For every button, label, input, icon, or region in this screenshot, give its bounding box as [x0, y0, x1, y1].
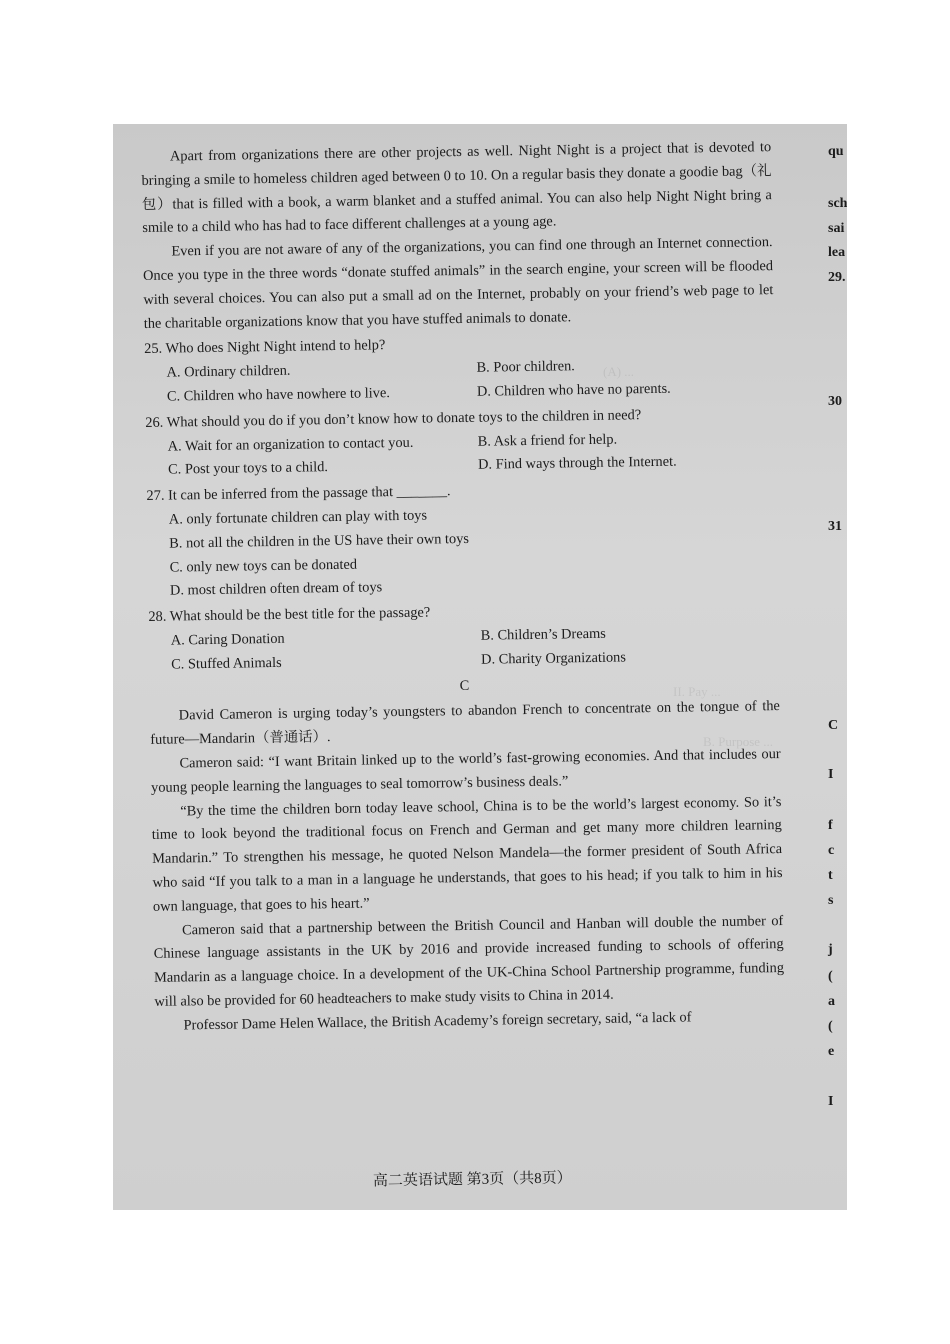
edge-fragment: ( [828, 1019, 833, 1034]
edge-fragment: C [828, 718, 839, 733]
passage-paragraph: Cameron said that a partnership between the British Council and Hanban will double the number of Chinese language assistants in the UK by 2016 and provide increased funding to schools of offering Mandarin as a language choice. In a development of the UK-China School Partnership programme, funding will also be provided for 60 headteachers to make study visits to China in 2014. [153, 912, 785, 1010]
option-c: C. Children who have nowhere to live. [166, 385, 391, 405]
option-d: D. Find ways through the Internet. [477, 453, 677, 474]
passage-paragraph: Apart from organizations there are other projects as well. Night Night is a project that is devoted to bringing a smile to homeless children aged between 0 to 10. On a regular basis they donate a goodie bag（礼包）that is filled with a book, a warm blanket and a stuffed animal. You can also help Night Night bring a smile to a child who has had to face different challenges at a young age. [141, 139, 772, 237]
edge-fragment: ( [828, 969, 833, 984]
option-b: B. Children’s Dreams [480, 625, 606, 644]
question-stem: 26. What should you do if you don’t know how to donate toys to the children in need? [145, 406, 642, 431]
section-label: C [459, 677, 470, 694]
page-footer: 高二英语试题 第3页（共8页） [372, 1170, 572, 1190]
question-26 [145, 402, 776, 483]
question-options [166, 352, 775, 409]
option-d: D. most children often dream of toys [169, 579, 383, 599]
edge-fragment: 31 [828, 519, 842, 534]
question-stem: 28. What should be the best title for the passage? [148, 604, 431, 626]
option-b: B. not all the children in the US have their own toys [169, 530, 470, 552]
question-options [171, 620, 780, 677]
edge-fragment: t [828, 868, 833, 883]
edge-fragment: f [828, 818, 833, 833]
question-25 [144, 328, 775, 409]
edge-fragment: sch [828, 196, 847, 211]
edge-fragment: sai [828, 221, 845, 236]
edge-fragment: 30 [828, 394, 842, 409]
option-c: C. Stuffed Animals [171, 654, 282, 673]
option-c: C. Post your toys to a child. [167, 459, 329, 478]
passage-b-tail [141, 136, 774, 336]
question-options [168, 426, 777, 483]
option-a: A. Ordinary children. [166, 362, 291, 381]
option-a: A. only fortunate children can play with toys [168, 507, 428, 528]
passage-paragraph: Professor Dame Helen Wallace, the British Academy’s foreign secretary, said, “a lack of [183, 1009, 692, 1034]
main-page-column [141, 136, 787, 1196]
edge-fragment: j [828, 942, 833, 957]
option-a: A. Wait for an organization to contact you. [167, 434, 414, 455]
option-d: D. Charity Organizations [480, 649, 627, 668]
scanned-exam-page: (A) ... II. Pay ... B. Purpose ... Apart from organizations there are other projects as well. Night Night is a project that is devoted to bringing a smile to homeless children aged between 0 to 10. On a regular basis they donate a goodie bag（礼包）that is filled with a book, a warm blanket and a stuffed animal. You can also help Night Night bring a smile to a child who has had to face different challenges at a young age. Even if you are not aware of any of the organizations, you can find one through an Internet connection. Once you type in the three words “donate stuffed animals” in the search engine, your screen will be flooded with several choices. You can also put a small ad on the Internet, probably on your friend’s web page to let the charitable organizations know that you have stuffed animals to donate. 25. Who does Night Night intend to help? A. Ordinary children. B. Poor children. C. Children who have nowhere to live. D. Children who have no parents. 26. What should you do if you don’t know how to donate toys to the children in need? A. Wait for an organization to contact you. B. Ask a friend for help. C. Post your toys to a child. D. Find ways through the Internet. 27. It can be inferred from the passage that _______. A. only fortunate children can play with toys B. not all the children in the US have their own toys C. only new toys can be donated D. most children often dream of toys 28. What should be the best title for the passage? A. Caring Donation B. Children’s Dreams C. Stuffed Animals D. Charity Organizations C David Cameron is urging today’s youngsters to abandon French to concentrate on the tongue of the future—Mandarin（普通话）. Cameron said: “I want Britain linked up to the world’s fast-growing economies. And that includes our young people learning the languages to seal tomorrow’s business deals.” “By the time the children born today leave school, China is to be the world’s largest economy. So it’s time to look beyond the traditional focus on French and German and get many more children learning Mandarin.” To strengthen his message, he quoted Nelson Mandela—the former president of South Africa who said “If you talk to a man in a language he understands, that goes to his head; if you talk to him in his own language, that goes to his heart.” Cameron said that a partnership between the British Council and Hanban will double the number of Chinese language assistants in the UK by 2016 and provide increased funding to schools of offering Mandarin as a language choice. In a development of the UK-China School Partnership programme, funding will also be provided for 60 headteachers to make study visits to China in 2014. Professor Dame Helen Wallace, the British Academy’s foreign secretary, said, “a lack of 高二英语试题 第3页（共8页） qu sch sai lea 29. 30 31 C I f c t s j ( a ( e I [113, 124, 847, 1210]
adjacent-page-edge [828, 124, 847, 1210]
edge-fragment: a [828, 994, 835, 1009]
question-stem: 27. It can be inferred from the passage that _______. [146, 483, 451, 505]
option-b: B. Ask a friend for help. [477, 431, 618, 450]
passage-paragraph: Even if you are not aware of any of the organizations, you can find one through an Internet connection. Once you type in the three words “donate stuffed animals” in the search engine, your screen will be flooded with several choices. You can also put a small ad on the Internet, probably on your friend’s web page to let the charitable organizations know that you have stuffed animals to donate. [142, 234, 774, 332]
edge-fragment: I [828, 1094, 834, 1109]
passage-c [149, 670, 785, 1039]
question-27 [146, 475, 778, 604]
edge-fragment: s [828, 893, 834, 908]
passage-paragraph: Cameron said: “I want Britain linked up to the world’s fast-growing economies. And that includes our young people learning the languages to seal tomorrow’s business deals.” [150, 745, 781, 796]
option-a: A. Caring Donation [170, 630, 285, 649]
edge-fragment: I [828, 767, 834, 782]
passage-paragraph: “By the time the children born today leave school, China is to be the world’s largest economy. So it’s time to look beyond the traditional focus on French and German and get many more children learning Mandarin.” To strengthen his message, he quoted Nelson Mandela—the former president of South Africa who said “If you talk to a man in a language he understands, that goes to his head; if you talk to him in his own language, that goes to his heart.” [151, 793, 783, 915]
edge-fragment: 29. [828, 270, 846, 285]
question-28 [148, 596, 779, 677]
option-b: B. Poor children. [476, 358, 575, 376]
edge-fragment: e [828, 1044, 835, 1059]
edge-fragment: c [828, 843, 835, 858]
edge-fragment: qu [828, 144, 844, 159]
option-d: D. Children who have no parents. [476, 380, 671, 400]
passage-paragraph: David Cameron is urging today’s youngsters to abandon French to concentrate on the tongue of the future—Mandarin（普通话）. [150, 698, 781, 749]
question-stem: 25. Who does Night Night intend to help? [144, 337, 386, 358]
edge-fragment: lea [828, 245, 846, 260]
option-c: C. only new toys can be donated [169, 556, 358, 576]
